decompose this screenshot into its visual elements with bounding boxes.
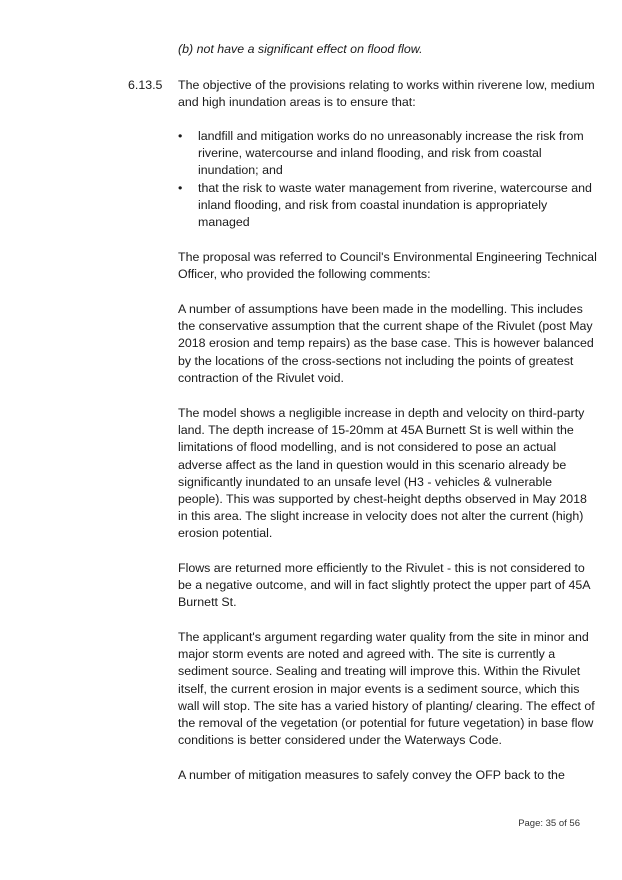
paragraph-assumptions: A number of assumptions have been made in the modelling. This includes the conservative assumption that the current shape of the Rivulet (post May 2018 erosion and temp repairs) as the base case. This is however balanced by the locations of the cross-sections not including the points of greatest contraction of the Rivulet void.: [178, 302, 594, 385]
paragraph-model-results: The model shows a negligible increase in depth and velocity on third-party land. The depth increase of 15-20mm at 45A Burnett St is well within the limitations of flood modelling, and is not considered to pose an actual adverse affect as the land in question would in this scenario already be significantly inundated to an unsafe level (H3 - vehicles & vulnerable people). This was supported by chest-height depths observed in May 2018 in this area. The slight increase in velocity does not alter the current (high) erosion potential.: [178, 406, 587, 541]
section-number: 6.13.5: [128, 78, 163, 92]
paragraph-referral: The proposal was referred to Council's Environmental Engineering Technical Officer, who provided the following comments:: [178, 250, 597, 282]
paragraph-flows: Flows are returned more efficiently to the Rivulet - this is not considered to be a negative outcome, and will in fact slightly protect the upper part of 45A Burnett St.: [178, 561, 590, 610]
section-intro: The objective of the provisions relating to works within riverene low, medium and high inundation areas is to ensure that:: [178, 78, 595, 110]
list-item: [178, 128, 598, 180]
bullet-icon: •: [178, 129, 183, 143]
page-number: Page: 35 of 56: [518, 818, 580, 829]
paragraph-water-quality: The applicant's argument regarding water quality from the site in minor and major storm events are noted and agreed with. The site is currently a sediment source. Sealing and treating will improve this. Within the Rivulet itself, the current erosion in major events is a sediment source, which this wall will stop. The site has a varied history of planting/ clearing. The effect of the removal of the vegetation (or potential for future vegetation) in base flow conditions is better considered under the Waterways Code.: [178, 630, 595, 748]
bullet-text: landfill and mitigation works do no unreasonably increase the risk from riverine, watercourse and inland flooding, and risk from coastal inundation; and: [198, 129, 584, 178]
paragraph-mitigation: A number of mitigation measures to safely convey the OFP back to the: [178, 768, 565, 782]
bullet-icon: •: [178, 180, 183, 195]
clause-b-text: (b) not have a significant effect on flood flow.: [178, 42, 423, 56]
bullet-text: that the risk to waste water management from riverine, watercourse and inland flooding, and risk from coastal inundation is appropriately managed: [198, 180, 592, 230]
list-item: [178, 180, 598, 232]
objective-bullet-list: [178, 128, 598, 231]
